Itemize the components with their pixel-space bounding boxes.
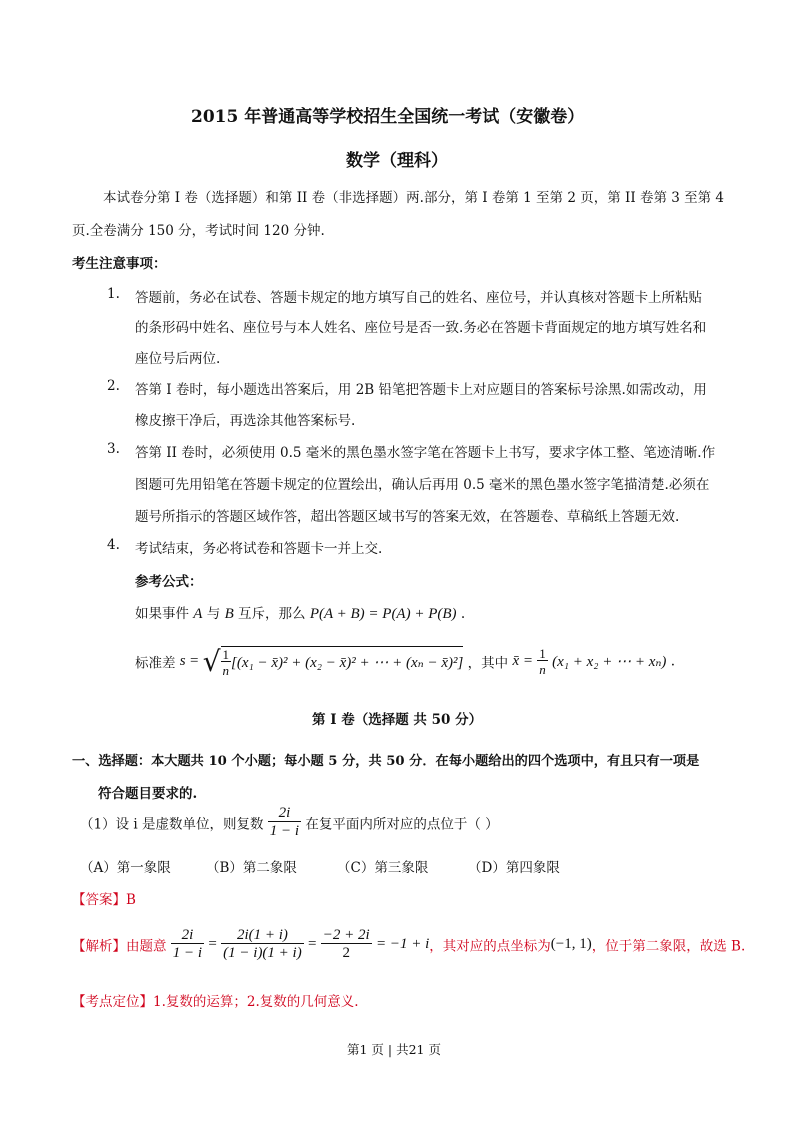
section-title: 第 I 卷（选择题 共 50 分） (312, 712, 483, 728)
question-text: 在复平面内所对应的点位于（ ） (305, 816, 499, 833)
numerator: −2 + 2i (322, 927, 370, 943)
probability-formula: P(A + B) = P(A) + P(B) (309, 606, 457, 622)
mean-sum: (x₁ + x₂ + ⋯ + xₙ) (552, 654, 667, 670)
numerator: 2i (181, 927, 194, 943)
option-b: （B）第二象限 (206, 860, 297, 876)
equals-sign: = (208, 936, 217, 952)
answer-line (72, 888, 136, 908)
event-a: A (193, 606, 203, 622)
notice-number: 1. (107, 286, 120, 302)
knowledge-point-text: 1.复数的运算；2.复数的几何意义. (153, 994, 359, 1010)
formula-text: ，其中 (467, 655, 509, 672)
notice-line: 题号所指示的答题区域作答，超出答题区域书写的答案无效，在答题卷、草稿纸上答题无效. (135, 509, 680, 525)
analysis-fraction (221, 928, 304, 961)
variance-sum: [(x₁ − x̄)² + (x₂ − x̄)² + ⋯ + (xₙ − x̄)²] (231, 655, 464, 671)
analysis-label: 【解析】 (72, 938, 126, 955)
notice-heading: 考生注意事项： (72, 256, 167, 272)
part-instruction-2: 符合题目要求的. (98, 786, 198, 802)
analysis-fraction (321, 928, 372, 961)
analysis-text: ，位于第二象限，故选 B. (591, 938, 746, 955)
notice-number: 2. (107, 378, 120, 394)
answer-label: 【答案】 (72, 892, 126, 908)
denominator: n (539, 662, 546, 677)
equals-sign: = (189, 653, 199, 669)
numerator: 1 (539, 646, 546, 661)
notice-line: 答第 I 卷时，每小题选出答案后，用 2B 铅笔把答题卡上对应题目的答案标号涂黑.如需改动，用 (135, 382, 707, 398)
intro-line-1: 本试卷分第 I 卷（选择题）和第 II 卷（非选择题）两.部分，第 I 卷第 1 至第 2 页，第 II 卷第 3 至第 4 (103, 190, 725, 206)
complex-fraction (268, 806, 301, 839)
equals-sign: = (308, 936, 317, 952)
analysis-fraction (171, 928, 204, 961)
formula-text: . (460, 606, 466, 622)
std-dev-symbol: s (179, 653, 186, 669)
question-text: （1）设 i 是虚数单位，则复数 (80, 816, 264, 833)
square-root (203, 645, 464, 678)
answer-value: B (126, 892, 136, 908)
analysis-text: ，其对应的点坐标为 (429, 938, 551, 955)
notice-line: 图题可先用铅笔在答题卡规定的位置绘出，确认后再用 0.5 毫米的黑色墨水签字笔描清楚.必须在 (135, 477, 710, 493)
analysis-result: = −1 + i (376, 936, 430, 952)
notice-line: 橡皮擦干净后，再选涂其他答案标号. (135, 413, 356, 429)
event-b: B (224, 606, 234, 622)
notice-number: 3. (107, 441, 120, 457)
mean-symbol: x̄ = (512, 653, 533, 669)
exam-subtitle: 数学（理科） (346, 151, 448, 171)
formula-text: . (670, 653, 676, 670)
page-footer: 第1 页 | 共21 页 (347, 1042, 441, 1057)
point-coordinate: (−1, 1) (550, 936, 592, 952)
formula-text: 标准差 (135, 655, 176, 672)
formula-heading: 参考公式： (135, 574, 203, 590)
formula-text: 如果事件 (135, 606, 189, 622)
notice-line: 座位号后两位. (135, 351, 221, 367)
numerator: 1 (222, 647, 230, 662)
notice-number: 4. (107, 537, 120, 553)
fraction (221, 648, 232, 677)
analysis-text: 由题意 (126, 938, 167, 955)
exam-title: 2015 年普通高等学校招生全国统一考试（安徽卷） (191, 107, 585, 127)
question-1 (80, 806, 499, 839)
analysis-line (72, 928, 745, 961)
formula-mutually-exclusive (135, 602, 465, 623)
part-instruction-1: 一、选择题：本大题共 10 个小题；每小题 5 分，共 50 分．在每小题给出的四个选项中，有且只有一项是 (72, 754, 700, 769)
intro-line-2: 页.全卷满分 150 分，考试时间 120 分钟. (72, 223, 325, 239)
option-d: （D）第四象限 (468, 860, 560, 876)
option-a: （A）第一象限 (80, 860, 171, 876)
radical-sign: √ (202, 645, 221, 678)
numerator: 2i (278, 805, 291, 821)
option-c: （C）第三象限 (337, 860, 429, 876)
notice-line: 答第 II 卷时，必须使用 0.5 毫米的黑色墨水签字笔在答题卡上书写，要求字体工整、笔迹清晰.作 (135, 445, 716, 461)
formula-text: 与 (206, 606, 221, 622)
formula-std-dev (135, 645, 675, 678)
denominator: 1 − i (269, 823, 300, 839)
numerator: 2i(1 + i) (236, 927, 288, 943)
denominator: 2 (321, 943, 372, 961)
denominator: n (222, 663, 230, 678)
denominator: 1 − i (172, 945, 203, 961)
notice-line: 的条形码中姓名、座位号与本人姓名、座位号是否一致.务必在答题卡背面规定的地方填写姓名和 (135, 320, 707, 336)
formula-text: 互斥，那么 (238, 606, 306, 622)
knowledge-point-line (72, 990, 359, 1010)
fraction (537, 647, 548, 676)
notice-line: 考试结束，务必将试卷和答题卡一并上交. (135, 541, 383, 557)
denominator: (1 − i)(1 + i) (223, 945, 302, 961)
knowledge-point-label: 【考点定位】 (72, 994, 153, 1010)
notice-line: 答题前，务必在试卷、答题卡规定的地方填写自己的姓名、座位号，并认真核对答题卡上所粘贴 (135, 290, 702, 306)
